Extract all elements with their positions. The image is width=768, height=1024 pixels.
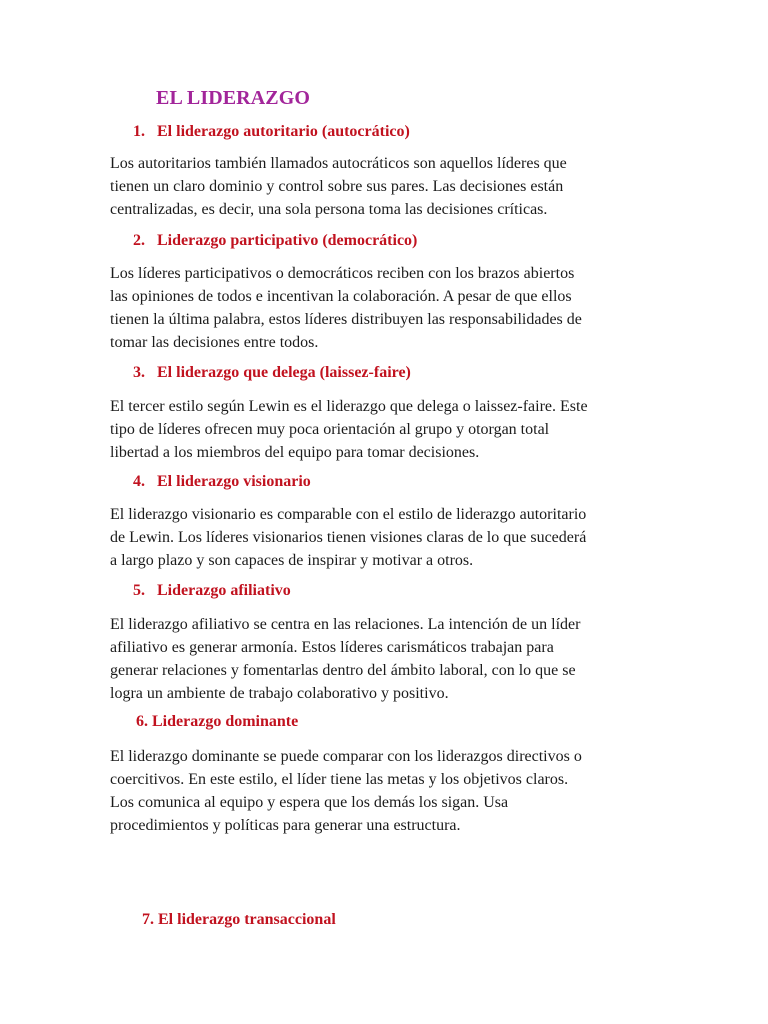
paragraph-line: afiliativo es generar armonía. Estos líderes carismáticos trabajan para (110, 639, 554, 656)
section-heading-5 (133, 581, 291, 601)
paragraph-line: tienen la última palabra, estos líderes distribuyen las responsabilidades de (110, 311, 582, 328)
paragraph-line: El tercer estilo según Lewin es el liderazgo que delega o laissez-faire. Este (110, 398, 588, 415)
paragraph-line: El liderazgo visionario es comparable con el estilo de liderazgo autoritario (110, 506, 587, 523)
section-heading-2 (133, 231, 417, 251)
paragraph-line: tipo de líderes ofrecen muy poca orientación al grupo y otorgan total (110, 421, 550, 438)
paragraph-line: El liderazgo afiliativo se centra en las relaciones. La intención de un líder (110, 616, 581, 633)
paragraph-line: generar relaciones y fomentarlas dentro del ámbito laboral, con lo que se (110, 662, 576, 679)
paragraph-line: tienen un claro dominio y control sobre sus pares. Las decisiones están (110, 178, 564, 195)
paragraph-line: Los líderes participativos o democráticos reciben con los brazos abiertos (110, 265, 575, 282)
section-heading-text-4: El liderazgo visionario (157, 473, 311, 490)
paragraph-line: logra un ambiente de trabajo colaborativo y positivo. (110, 685, 449, 702)
section-number-5: 5. (133, 582, 145, 599)
paragraph-line: de Lewin. Los líderes visionarios tienen visiones claras de lo que sucederá (110, 529, 587, 546)
section-paragraph-4 (110, 503, 655, 572)
section-heading-text-3: El liderazgo que delega (laissez-faire) (157, 364, 411, 381)
section-number-3: 3. (133, 364, 145, 381)
section-heading-text-2: Liderazgo participativo (democrático) (157, 232, 418, 249)
paragraph-line: coercitivos. En este estilo, el líder tiene las metas y los objetivos claros. (110, 771, 569, 788)
section-number-6: 6. (136, 713, 148, 730)
section-heading-7 (142, 910, 336, 930)
paragraph-line: Los comunica al equipo y espera que los demás los sigan. Usa (110, 794, 509, 811)
section-paragraph-3 (110, 395, 655, 464)
document-title: EL LIDERAZGO (156, 87, 311, 109)
section-heading-4 (133, 472, 311, 492)
paragraph-line: libertad a los miembros del equipo para tomar decisiones. (110, 444, 480, 461)
section-heading-6 (136, 712, 298, 732)
section-number-2: 2. (133, 232, 145, 249)
section-paragraph-1 (110, 152, 655, 221)
paragraph-line: Los autoritarios también llamados autocráticos son aquellos líderes que (110, 155, 567, 172)
paragraph-line: centralizadas, es decir, una sola persona toma las decisiones críticas. (110, 201, 548, 218)
section-number-1: 1. (133, 123, 145, 140)
section-heading-1 (133, 122, 410, 142)
section-heading-text-5: Liderazgo afiliativo (157, 582, 291, 599)
section-number-4: 4. (133, 473, 145, 490)
section-heading-text-7: El liderazgo transaccional (158, 911, 336, 928)
section-paragraph-6 (110, 745, 655, 837)
paragraph-line: las opiniones de todos e incentivan la colaboración. A pesar de que ellos (110, 288, 572, 305)
paragraph-line: El liderazgo dominante se puede comparar con los liderazgos directivos o (110, 748, 582, 765)
paragraph-line: procedimientos y políticas para generar una estructura. (110, 817, 461, 834)
section-number-7: 7. (142, 911, 154, 928)
section-heading-text-1: El liderazgo autoritario (autocrático) (157, 123, 410, 140)
section-paragraph-2 (110, 262, 655, 354)
section-paragraph-5 (110, 613, 655, 705)
section-heading-text-6: Liderazgo dominante (152, 713, 299, 730)
paragraph-line: tomar las decisiones entre todos. (110, 334, 319, 351)
section-heading-3 (133, 363, 411, 383)
paragraph-line: a largo plazo y son capaces de inspirar y motivar a otros. (110, 552, 474, 569)
